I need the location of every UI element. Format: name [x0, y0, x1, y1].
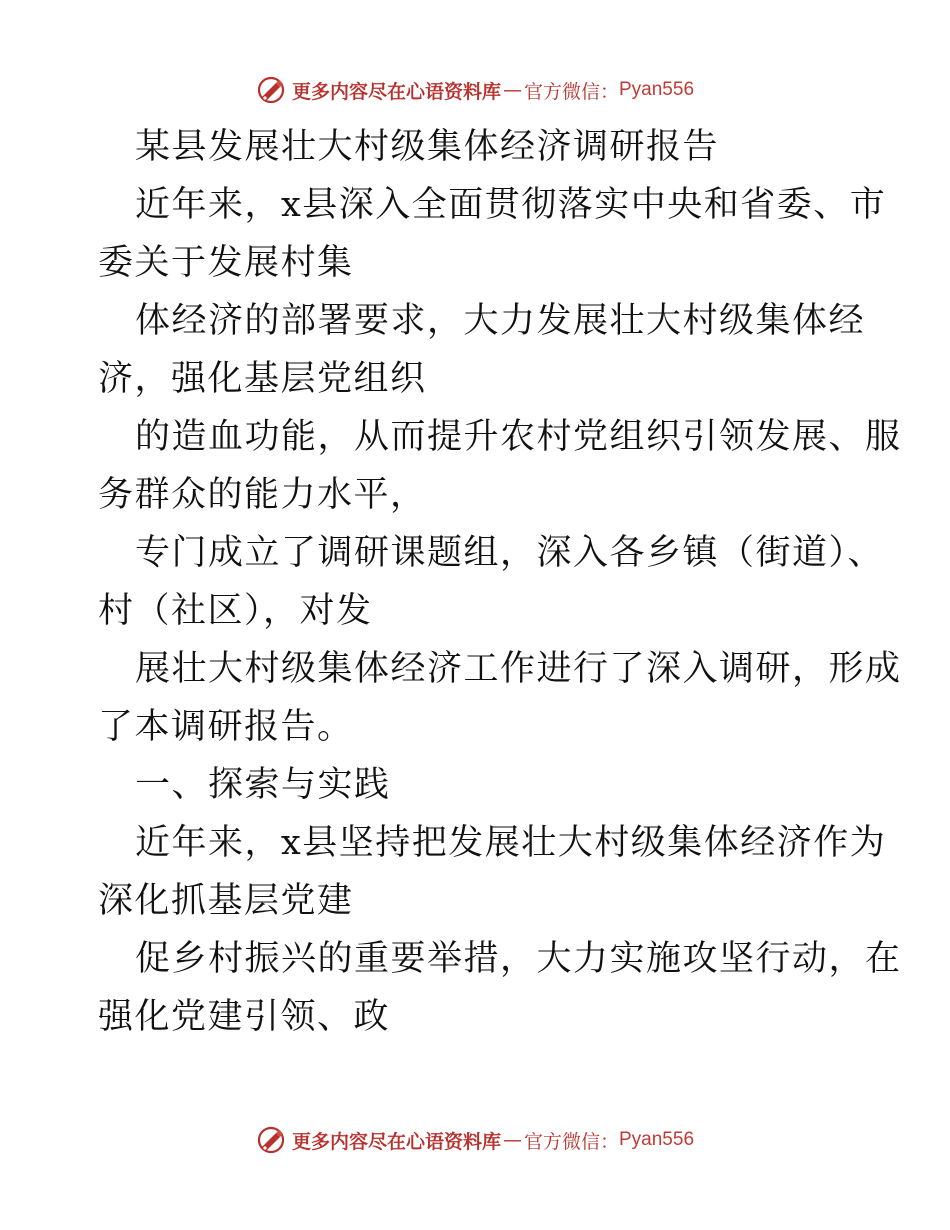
paragraph-line: 济，强化基层党组织	[98, 359, 427, 399]
pen-nib-logo-icon	[256, 1125, 286, 1155]
watermark-wechat-label: 官方微信：	[523, 1130, 619, 1153]
paragraph-line: 近年来，x县坚持把发展壮大村级集体经济作为	[135, 823, 887, 863]
section-heading: 一、探索与实践	[135, 765, 391, 805]
watermark-wechat-label: 官方微信：	[523, 80, 619, 103]
watermark-separator: —	[502, 1129, 522, 1151]
watermark-wechat-id: Pyan556	[619, 79, 695, 100]
paragraph-line: 促乡村振兴的重要举措，大力实施攻坚行动，在	[135, 939, 902, 979]
paragraph-line: 强化党建引领、政	[98, 997, 391, 1037]
watermark-text: 更多内容尽在心语资料库	[291, 80, 501, 103]
watermark-wechat-id: Pyan556	[619, 1129, 695, 1150]
paragraph-line: 村（社区），对发	[98, 591, 373, 631]
paragraph-line: 了本调研报告。	[98, 707, 354, 747]
paragraph-line: 委关于发展村集	[98, 243, 354, 283]
paragraph-line: 的造血功能，从而提升农村党组织引领发展、服	[135, 417, 902, 457]
header-watermark	[0, 70, 950, 110]
footer-watermark	[0, 1120, 950, 1160]
watermark-text: 更多内容尽在心语资料库	[291, 1130, 501, 1153]
document-body	[98, 118, 902, 1046]
paragraph-line: 专门成立了调研课题组，深入各乡镇（街道）、	[135, 533, 885, 573]
paragraph-line: 深化抓基层党建	[98, 881, 354, 921]
pen-nib-logo-icon	[256, 75, 286, 105]
paragraph-line: 近年来，x县深入全面贯彻落实中央和省委、市	[135, 185, 887, 225]
document-title: 某县发展壮大村级集体经济调研报告	[135, 127, 720, 167]
paragraph-line: 体经济的部署要求，大力发展壮大村级集体经	[135, 301, 866, 341]
paragraph-line: 展壮大村级集体经济工作进行了深入调研，形成	[135, 649, 902, 689]
paragraph-line: 务群众的能力水平，	[98, 475, 427, 515]
watermark-separator: —	[502, 79, 522, 101]
